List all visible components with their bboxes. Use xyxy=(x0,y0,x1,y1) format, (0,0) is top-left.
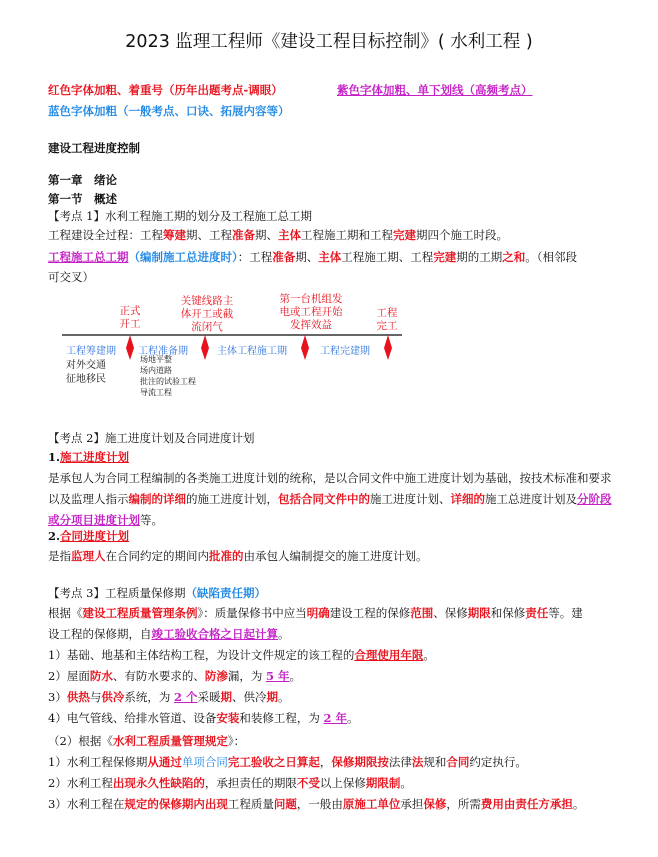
note-diversion: 导流工程 xyxy=(140,388,172,397)
note-road: 场内道路 xyxy=(140,366,172,375)
kp2-subheading-2: 2.合同进度计划 xyxy=(48,529,130,543)
legend-blue: 蓝色字体加粗（一般考点、口诀、拓展内容等） xyxy=(48,104,290,118)
kp1-paragraph-2-cont: 可交叉） xyxy=(48,270,94,284)
kp3-item-3: 3）供热与供冷系统，为 2 个采暖期、供冷期。 xyxy=(48,690,290,704)
kp3-item-2: 2）屋面防水、有防水要求的、防渗漏，为 5 年。 xyxy=(48,669,301,683)
chapter-title: 第一章 绪论 xyxy=(48,173,117,187)
kp3-item-1: 1）基础、地基和主体结构工程，为设计文件规定的该工程的合理使用年限。 xyxy=(48,648,435,662)
phase-main: 主体工程施工期 xyxy=(217,346,287,357)
timeline-marker-power xyxy=(301,335,309,360)
phase-preparation-2: 工程准备期 xyxy=(138,346,188,357)
kp3-item2-2: 2）水利工程出现永久性缺陷的，承担责任的期限不受以上保修期限制。 xyxy=(48,776,412,790)
phase-completion: 工程完建期 xyxy=(320,346,370,357)
kp1-paragraph-1: 工程建设全过程：工程筹建期、工程准备期、主体工程施工期和工程完建期四个施工时段。 xyxy=(48,228,508,242)
kp2-body-1: 是承包人为合同工程编制的各类施工进度计划的统称，是以合同文件中施工进度计划为基础，按技术标准和要求以及监理人指示编制的详细的施工进度计划，包括合同文件中的施工进度计划、详细的施工总进度计划及分阶段或分项目进度计划等。 xyxy=(48,471,612,527)
section-heading: 第一节 概述 xyxy=(48,192,117,206)
timeline-label-start: 正式 开工 xyxy=(119,305,141,330)
kp3-item2-1: 1）水利工程保修期从通过单项合同完工验收之日算起，保修期限按法律法规和合同约定执行。 xyxy=(48,755,527,769)
timeline-label-end: 工程 完工 xyxy=(376,307,398,332)
note-migration: 征地移民 xyxy=(66,374,106,385)
timeline-label-power: 第一台机组发 电或工程开始 发挥效益 xyxy=(279,293,343,331)
kp1-paragraph-2: 工程施工总工期（编制施工总进度时）：工程准备期、主体工程施工期、工程完建期的工期之和。（相邻段 xyxy=(48,250,577,264)
phase-preparation-1: 工程筹建期 xyxy=(66,346,116,357)
timeline-marker-start xyxy=(126,335,134,360)
kp3-heading: 【考点 3】工程质量保修期（缺陷责任期） xyxy=(48,586,266,600)
legend-purple: 紫色字体加粗、单下划线（高频考点） xyxy=(337,83,533,97)
timeline-marker-end xyxy=(384,335,392,360)
kp3-paragraph-1-cont: 设工程的保修期，自竣工验收合格之日起计算。 xyxy=(48,627,290,641)
kp3-paragraph-1: 根据《建设工程质量管理条例》：质量保修书中应当明确建设工程的保修范围、保修期限和保修责任等。建 xyxy=(48,606,583,620)
document-title: 2023 监理工程师《建设工程目标控制》( 水利工程 ) xyxy=(125,32,533,52)
kp3-paragraph-2: （2）根据《水利工程质量管理规定》： xyxy=(48,734,246,748)
kp2-body-2: 是指监理人在合同约定的期间内批准的由承包人编制提交的施工进度计划。 xyxy=(48,549,428,563)
note-traffic: 对外交通 xyxy=(66,360,106,371)
kp3-item-4: 4）电气管线、给排水管道、设备安装和装修工程，为 2 年。 xyxy=(48,711,359,725)
kp3-item2-3: 3）水利工程在规定的保修期内出现工程质量问题，一般由原施工单位承担保修，所需费用由责任方承担。 xyxy=(48,797,585,811)
timeline-marker-main xyxy=(201,335,209,360)
kp2-heading: 【考点 2】施工进度计划及合同进度计划 xyxy=(48,431,255,445)
timeline-label-main: 关键线路主 体开工或截 流闭气 xyxy=(180,295,234,333)
note-test: 批注的试验工程 xyxy=(140,377,196,386)
kp2-subheading-1: 1.施工进度计划 xyxy=(48,450,130,464)
section-title: 建设工程进度控制 xyxy=(48,141,140,155)
legend-red: 红色字体加粗、着重号（历年出题考点-调眼） xyxy=(48,83,283,97)
note-site: 场地平整 xyxy=(140,355,172,364)
kp1-heading: 【考点 1】水利工程施工期的划分及工程施工总工期 xyxy=(48,209,312,223)
